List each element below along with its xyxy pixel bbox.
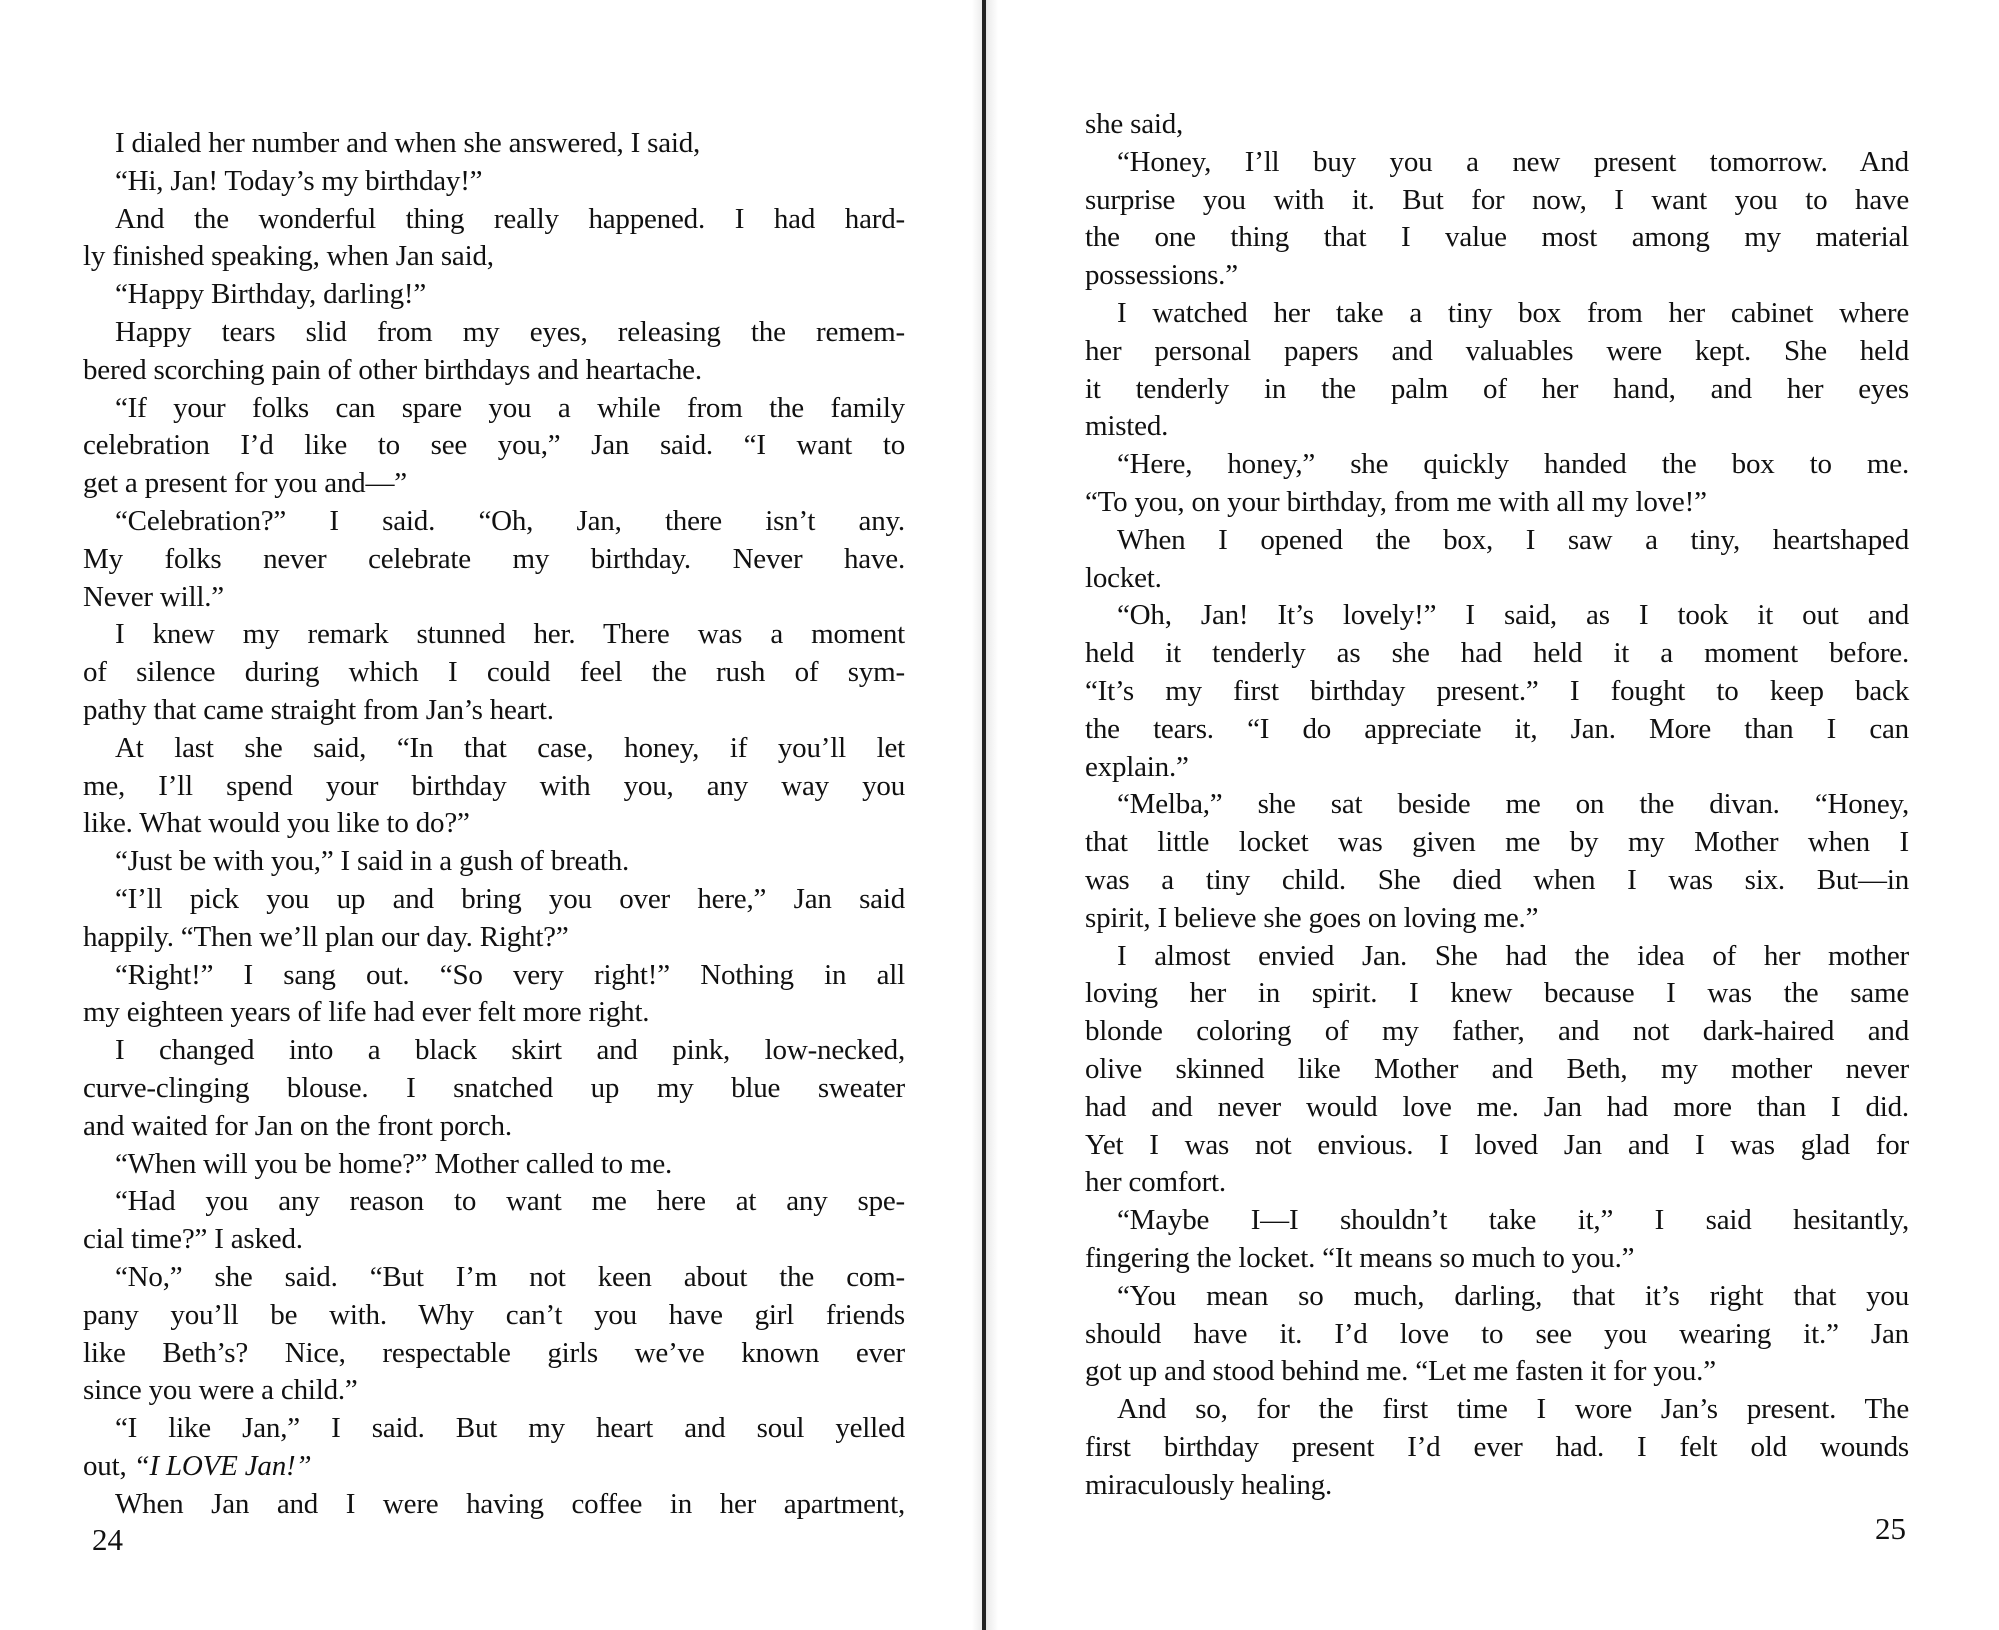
text-line: held it tenderly as she had held it a moment before. xyxy=(1085,637,1909,670)
text-line: I knew my remark stunned her. There was a moment xyxy=(115,618,905,651)
text-line: “It’s my first birthday present.” I fought to keep back xyxy=(1085,674,1909,707)
text-line: And so, for the first time I wore Jan’s present. The xyxy=(1117,1393,1909,1426)
text-line: ly finished speaking, when Jan said, xyxy=(83,240,494,273)
paragraph xyxy=(83,1259,905,1410)
text-line: my eighteen years of life had ever felt more right. xyxy=(83,996,650,1029)
text-line: “I’ll pick you up and bring you over here,” Jan said xyxy=(115,882,905,915)
paragraph xyxy=(1085,446,1909,522)
text-line: olive skinned like Mother and Beth, my mother never xyxy=(1085,1052,1909,1085)
text-line: My folks never celebrate my birthday. Never have. xyxy=(83,542,905,575)
text-line: “If your folks can spare you a while from the family xyxy=(115,391,905,424)
paragraph xyxy=(83,276,905,314)
text-line: “Maybe I—I shouldn’t take it,” I said hesitantly, xyxy=(1117,1204,1909,1237)
italic-text-segment: “I LOVE Jan!” xyxy=(133,1449,312,1482)
paragraph xyxy=(1085,786,1909,937)
text-line: “Had you any reason to want me here at any spe- xyxy=(115,1185,905,1218)
text-line: “Happy Birthday, darling!” xyxy=(115,278,427,311)
page-number-right: 25 xyxy=(1875,1511,1906,1546)
text-line: that little locket was given me by my Mother when I xyxy=(1085,826,1909,859)
text-line: curve-clinging blouse. I snatched up my blue sweater xyxy=(83,1071,905,1104)
text-line: Happy tears slid from my eyes, releasing the remem- xyxy=(115,315,905,348)
text-line: spirit, I believe she goes on loving me.” xyxy=(1085,901,1539,934)
text-line: possessions.” xyxy=(1085,259,1238,292)
text-line: “Right!” I sang out. “So very right!” Nothing in all xyxy=(115,958,905,991)
paragraph xyxy=(1085,1278,1909,1391)
paragraph xyxy=(83,201,905,277)
text-line: it tenderly in the palm of her hand, and her eyes xyxy=(1085,372,1909,405)
book-gutter-divider xyxy=(982,0,986,1630)
paragraph xyxy=(83,390,905,503)
paragraph xyxy=(83,1032,905,1145)
text-line: I dialed her number and when she answered, I said, xyxy=(115,127,701,159)
text-line: loving her in spirit. I knew because I was the same xyxy=(1085,977,1909,1010)
paragraph xyxy=(83,730,905,843)
text-line: “Honey, I’ll buy you a new present tomorrow. And xyxy=(1117,145,1909,178)
text-line: cial time?” I asked. xyxy=(83,1223,303,1256)
paragraph xyxy=(83,881,905,957)
text-line: When Jan and I were having coffee in her apartment, xyxy=(115,1487,905,1520)
paragraph xyxy=(1085,295,1909,446)
text-line: I changed into a black skirt and pink, low-necked, xyxy=(115,1034,905,1067)
text-line: her comfort. xyxy=(1085,1166,1226,1199)
text-line: and waited for Jan on the front porch. xyxy=(83,1109,512,1142)
paragraph xyxy=(1085,1391,1909,1504)
text-line: “You mean so much, darling, that it’s right that you xyxy=(1117,1279,1909,1312)
text-line: the one thing that I value most among my material xyxy=(1085,221,1909,254)
text-line: “Hi, Jan! Today’s my birthday!” xyxy=(115,164,483,197)
text-line: “When will you be home?” Mother called to me. xyxy=(115,1147,673,1180)
text-line: of silence during which I could feel the rush of sym- xyxy=(83,656,905,689)
text-line: like Beth’s? Nice, respectable girls we’ve known ever xyxy=(83,1336,905,1369)
text-line: pathy that came straight from Jan’s heart. xyxy=(83,693,554,726)
text-line: miraculously healing. xyxy=(1085,1468,1333,1501)
text-segment: out, xyxy=(83,1449,134,1482)
page-number-left: 24 xyxy=(92,1522,123,1557)
text-line: like. What would you like to do?” xyxy=(83,807,470,840)
right-page-text xyxy=(1085,106,1909,1504)
paragraph xyxy=(83,314,905,390)
text-line: “Melba,” she sat beside me on the divan. “Honey, xyxy=(1117,788,1909,821)
text-line: was a tiny child. She died when I was six. But—in xyxy=(1085,863,1909,896)
text-line: got up and stood behind me. “Let me fasten it for you.” xyxy=(1085,1355,1716,1388)
paragraph xyxy=(83,1146,905,1184)
text-line: At last she said, “In that case, honey, if you’ll let xyxy=(115,731,905,764)
paragraph xyxy=(83,1183,905,1259)
text-line: had and never would love me. Jan had more than I did. xyxy=(1085,1090,1909,1123)
text-line: “Just be with you,” I said in a gush of breath. xyxy=(115,845,630,878)
text-line: “No,” she said. “But I’m not keen about the com- xyxy=(115,1260,905,1293)
right-page xyxy=(988,0,1988,1630)
paragraph xyxy=(1085,106,1909,144)
text-line: the tears. “I do appreciate it, Jan. More than I can xyxy=(1085,712,1909,745)
text-line: When I opened the box, I saw a tiny, heartshaped xyxy=(1117,523,1909,556)
text-line: “Oh, Jan! It’s lovely!” I said, as I took it out and xyxy=(1117,599,1909,632)
text-line: pany you’ll be with. Why can’t you have girl friends xyxy=(83,1298,905,1331)
text-line: “Celebration?” I said. “Oh, Jan, there isn’t any. xyxy=(115,504,905,537)
paragraph xyxy=(83,616,905,729)
text-line: get a present for you and—” xyxy=(83,467,407,500)
text-line: her personal papers and valuables were kept. She held xyxy=(1085,334,1909,367)
paragraph xyxy=(1085,1202,1909,1278)
text-line: explain.” xyxy=(1085,750,1189,783)
text-line: And the wonderful thing really happened. I had hard- xyxy=(115,202,905,235)
text-line: celebration I’d like to see you,” Jan said. “I want to xyxy=(83,429,905,462)
left-page-text xyxy=(83,125,905,1523)
text-line: should have it. I’d love to see you wearing it.” Jan xyxy=(1085,1317,1909,1350)
left-page xyxy=(0,0,970,1630)
text-line xyxy=(83,1448,905,1486)
text-line: she said, xyxy=(1085,108,1184,140)
text-line: misted. xyxy=(1085,410,1169,443)
paragraph xyxy=(83,163,905,201)
paragraph xyxy=(83,957,905,1033)
text-line: fingering the locket. “It means so much to you.” xyxy=(1085,1241,1635,1274)
text-line: blonde coloring of my father, and not dark-haired and xyxy=(1085,1015,1909,1048)
paragraph xyxy=(83,1486,905,1524)
paragraph xyxy=(1085,938,1909,1203)
paragraph xyxy=(1085,597,1909,786)
paragraph xyxy=(83,503,905,616)
text-line: “To you, on your birthday, from me with all my love!” xyxy=(1085,485,1707,518)
text-line: surprise you with it. But for now, I want you to have xyxy=(1085,183,1909,216)
text-line: locket. xyxy=(1085,561,1162,594)
paragraph xyxy=(83,843,905,881)
paragraph xyxy=(83,125,905,163)
text-line: me, I’ll spend your birthday with you, any way you xyxy=(83,769,905,802)
text-line: I watched her take a tiny box from her cabinet where xyxy=(1117,296,1909,329)
paragraph xyxy=(1085,522,1909,598)
paragraph xyxy=(1085,144,1909,295)
text-line: I almost envied Jan. She had the idea of her mother xyxy=(1117,939,1909,972)
text-line: Yet I was not envious. I loved Jan and I was glad for xyxy=(1085,1128,1909,1161)
text-line: since you were a child.” xyxy=(83,1374,358,1407)
text-line: happily. “Then we’ll plan our day. Right?” xyxy=(83,920,569,953)
text-line: Never will.” xyxy=(83,580,224,613)
text-line: bered scorching pain of other birthdays and heartache. xyxy=(83,353,702,386)
paragraph xyxy=(83,1410,905,1486)
text-line: “Here, honey,” she quickly handed the box to me. xyxy=(1117,448,1909,481)
text-line: first birthday present I’d ever had. I felt old wounds xyxy=(1085,1430,1909,1463)
text-line: “I like Jan,” I said. But my heart and soul yelled xyxy=(115,1412,905,1445)
